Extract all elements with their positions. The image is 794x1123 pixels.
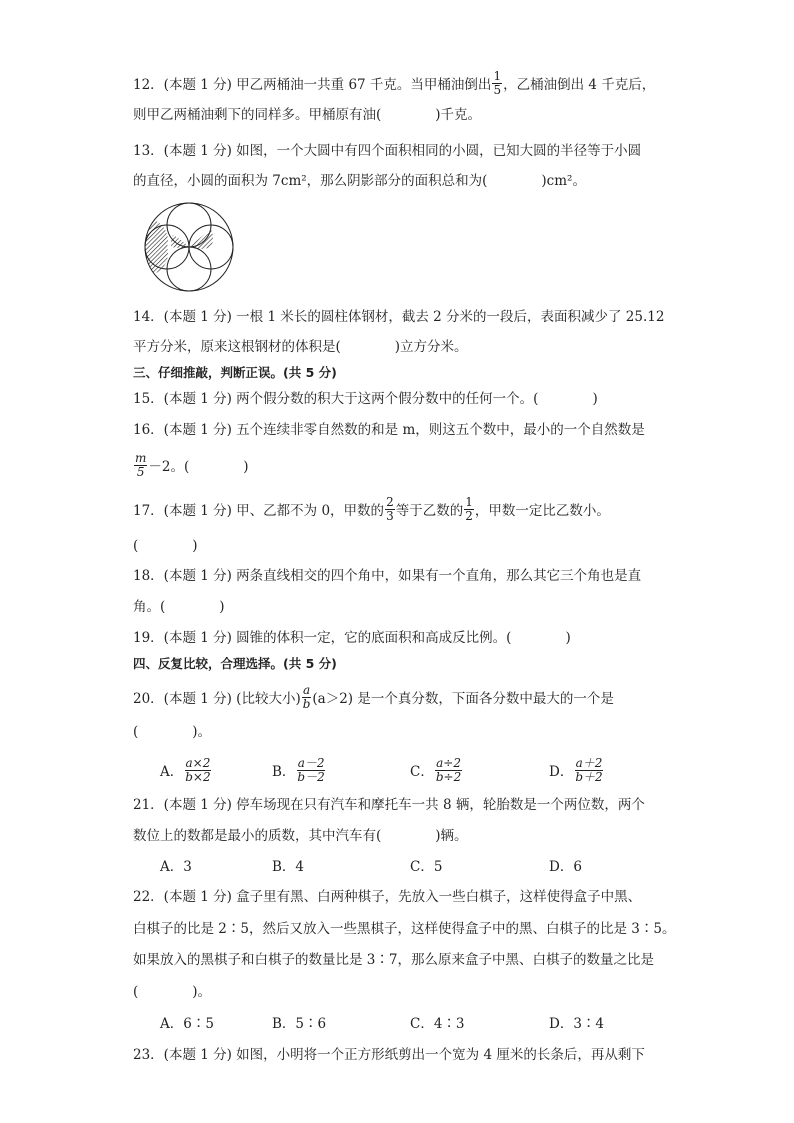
- fraction-a-over-b: $\frac{a}{b}$: [302, 683, 311, 711]
- q21-option-a[interactable]: A．3: [160, 859, 192, 875]
- q15-line: 15．(本题 1 分) 两个假分数的积大于这两个假分数中的任何一个。( ): [133, 391, 598, 407]
- q13-line2: 的直径，小圆的面积为 7cm²，那么阴影部分的面积总和为( )cm²。: [133, 173, 586, 189]
- q17-line2: ( ): [133, 538, 198, 554]
- q20-option-c[interactable]: C． $\frac{a\div 2}{b\div 2}$: [410, 756, 462, 784]
- q16-text-b: －2。( ): [148, 459, 249, 475]
- small-circle-top: [167, 203, 211, 247]
- q14-line2: 平方分米，原来这根钢材的体积是( )立方分米。: [133, 339, 468, 355]
- q12-line1: [133, 69, 656, 99]
- q19-line: 19．(本题 1 分) 圆锥的体积一定，它的底面积和高成反比例。( ): [133, 630, 571, 646]
- q22-option-c[interactable]: C．4∶3: [410, 1016, 465, 1032]
- fraction-one-half: $\frac{1}{2}$: [465, 495, 473, 523]
- q20-text-b: (a＞2) 是一个真分数，下面各分数中最大的一个是: [312, 691, 614, 707]
- q21-line2: 数位上的数都是最小的质数，其中汽车有( )辆。: [133, 828, 468, 844]
- q22-line1: 22．(本题 1 分) 盒子里有黑、白两种棋子，先放入一些白棋子，这样使得盒子中黑、: [133, 889, 642, 905]
- q12-text-b: ，乙桶油倒出 4 千克后，: [503, 77, 656, 93]
- q20-line2: ( )。: [133, 724, 212, 740]
- small-circle-bottom: [167, 247, 211, 291]
- q14-line1: 14．(本题 1 分) 一根 1 米长的圆柱体钢材，截去 2 分米的一段后，表面积减少了 25.12: [133, 309, 665, 325]
- q23-line1: 23．(本题 1 分) 如图，小明将一个正方形纸剪出一个宽为 4 厘米的长条后，再从剩下: [133, 1047, 645, 1063]
- q22-option-b[interactable]: B．5∶6: [272, 1016, 327, 1032]
- section-4-heading: 四、反复比较，合理选择。(共 5 分): [133, 656, 337, 671]
- q16-line1: 16．(本题 1 分) 五个连续非零自然数的和是 m，则这五个数中，最小的一个自然数是: [133, 422, 645, 438]
- q18-line1: 18．(本题 1 分) 两条直线相交的四个角中，如果有一个直角，那么其它三个角也是直: [133, 568, 642, 584]
- q22-line3: 如果放入的黑棋子和白棋子的数量比是 3∶7，那么原来盒子中黑、白棋子的数量之比是: [133, 952, 654, 968]
- q21-line1: 21．(本题 1 分) 停车场现在只有汽车和摩托车一共 8 辆，轮胎数是一个两位数，两个: [133, 797, 645, 813]
- q20-option-a[interactable]: A． $\frac{a\times 2}{b\times 2}$: [160, 756, 211, 784]
- section-3-heading: 三、仔细推敲，判断正误。(共 5 分): [133, 365, 337, 380]
- q17-text-b: 等于乙数的: [395, 503, 464, 519]
- q21-option-b[interactable]: B．4: [272, 859, 305, 875]
- q18-line2: 角。( ): [133, 599, 225, 615]
- fraction-one-fifth: $\frac{1}{5}$: [493, 69, 502, 97]
- q22-option-a[interactable]: A．6∶5: [160, 1016, 214, 1032]
- q22-line2: 白棋子的比是 2∶5，然后又放入一些黑棋子，这样使得盒子中的黑、白棋子的比是 3∶5。: [133, 921, 676, 937]
- q12-line2: 则甲乙两桶油剩下的同样多。甲桶原有油( )千克。: [133, 107, 482, 123]
- q20-option-b[interactable]: B． $\frac{a-2}{b-2}$: [272, 756, 325, 784]
- q22-line4: ( )。: [133, 984, 212, 1000]
- option-c-fraction: $\frac{a\div 2}{b\div 2}$: [435, 756, 462, 784]
- q21-option-d[interactable]: D．6: [549, 859, 582, 875]
- q20-line1: [133, 683, 614, 713]
- option-b-fraction: $\frac{a-2}{b-2}$: [297, 756, 325, 784]
- q20-option-d[interactable]: D． $\frac{a+2}{b+2}$: [549, 756, 603, 784]
- q21-option-c[interactable]: C．5: [410, 859, 443, 875]
- q13-line1: 13．(本题 1 分) 如图，一个大圆中有四个面积相同的小圆，已知大圆的半径等于小圆: [133, 143, 642, 159]
- q17-text-a: 17．(本题 1 分) 甲、乙都不为 0，甲数的: [133, 503, 385, 519]
- option-d-fraction: $\frac{a+2}{b+2}$: [575, 756, 603, 784]
- option-a-fraction: $\frac{a\times 2}{b\times 2}$: [185, 756, 211, 784]
- q16-line2: [133, 451, 249, 481]
- fraction-two-thirds: $\frac{2}{3}$: [386, 495, 394, 523]
- q20-text-a: 20．(本题 1 分) (比较大小): [133, 691, 301, 707]
- q17-text-c: ，甲数一定比乙数小。: [474, 503, 610, 519]
- fraction-m-over-5: $\frac{m}{5}$: [135, 451, 147, 479]
- q17-line1: [133, 495, 610, 525]
- q12-text-a: 12．(本题 1 分) 甲乙两桶油一共重 67 千克。当甲桶油倒出: [133, 77, 492, 93]
- q22-option-d[interactable]: D．3∶4: [549, 1016, 605, 1032]
- circles-figure: [141, 199, 237, 295]
